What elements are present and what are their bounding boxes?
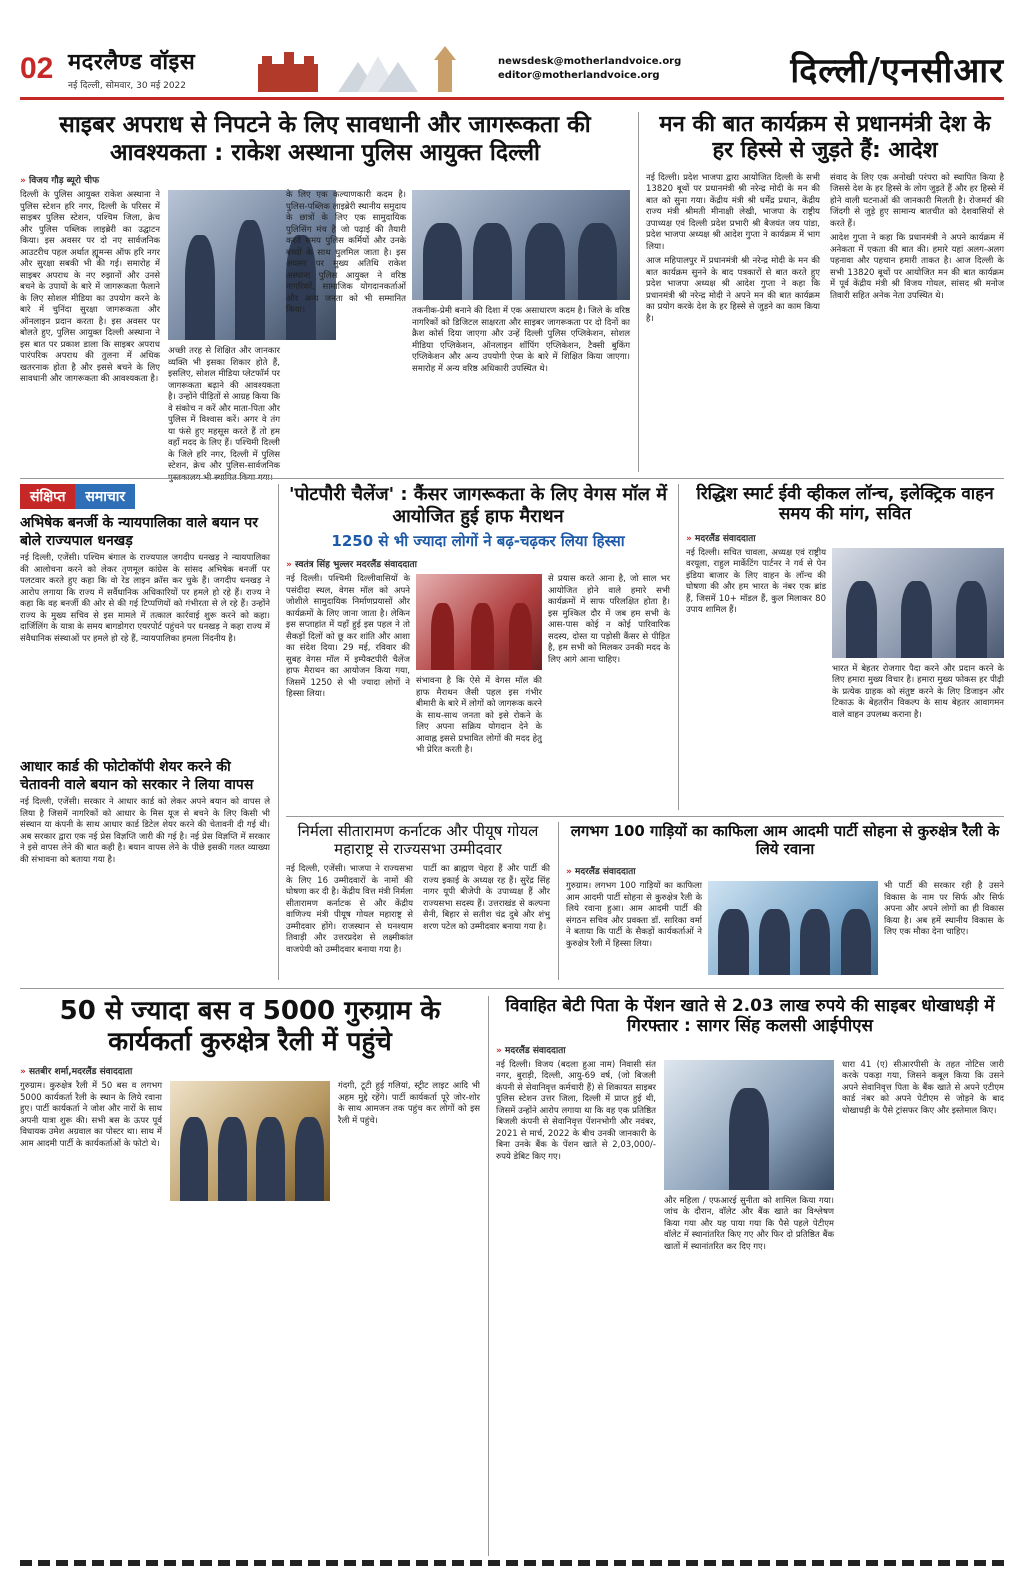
story-pension-fraud [496, 996, 1004, 1556]
story-subheadline: 1250 से भी ज्यादा लोगों ने बढ़-चढ़कर लिया हिस्सा [331, 532, 625, 551]
row-divider [286, 816, 1004, 817]
story-paragraph: नई दिल्ली। प्रदेश भाजपा द्वारा आयोजित दिल्ली के सभी 13820 बूथों पर प्रधानमंत्री श्री नरेन्द्र मोदी के मन की बात को सुना गया। केंद्रीय मंत्री श्री धर्मेंद्र प्रधान, केंद्रीय राज्य मंत्री श्रीमती मीनाक्षी लेखी, भाजपा के राष्ट्रीय उपाध्यक्ष एवं दिल्ली प्रदेश प्रभारी श्री बैजयंत जय पांडा, प्रदेश भाजपा अध्यक्ष श्री आदेश गुप्ता ने कार्यक्रम में भाग लिया। [646, 172, 820, 252]
story-text-col1 [646, 173, 820, 463]
news-email: newsdesk@motherlandvoice.org [498, 55, 682, 67]
section-title: दिल्ली/एनसीआर [790, 50, 1004, 91]
rally-photo [708, 881, 878, 975]
column-divider [678, 484, 679, 810]
story-kurukshetra-rally [20, 996, 480, 1556]
story-headline: लगभग 100 गाड़ियों का काफिला आम आदमी पार्टी सोहना से कुरुक्षेत्र रैली के लिये रवाना [570, 822, 1000, 858]
paper-name: मदरलैण्ड वॉइस [68, 50, 196, 75]
story-byline: » मदरलैंड संवाददाता [496, 1043, 1004, 1056]
story-rajya-sabha [286, 822, 550, 980]
story-text-col1: दिल्ली के पुलिस आयुक्त राकेश अस्थाना ने पुलिस स्टेशन हरि नगर, दिल्ली के परिसर में साइबर पुलिस स्टेशन, पश्चिम जिला, क्रेच और पुलिस पब्लिक लाइब्रेरी का उद्घाटन किया। इस अवसर पर दो नए सार्वजनिक आउटरीच पहल अर्थात ह्यूमन्स ऑफ हरि नगर और सुरक्षा सबकी भी की गई। समारोह में साइबर अपराध के नए रुझानों और उनसे बचने के उपायों के बारे में जागरूकता फैलाने के लिए सोशल मीडिया का उपयोग करने के बारे में चुनिंदा सुरक्षा जागरूकता और ऑनलाइन प्रदान करता है। इस अवसर पर बोलते हुए, पुलिस आयुक्त दिल्ली अस्थाना ने इस बात पर प्रकाश डाला कि साइबर अपराध पारंपरिक अपराध की तुलना में अधिक खतरनाक होता है और इससे बचने के लिए सावधानी और जागरूकता की आवश्यकता है। [20, 190, 160, 385]
rally-crowd-photo [170, 1081, 330, 1201]
story-headline: निर्मला सीतारामण कर्नाटक और पीयूष गोयल महाराष्ट्र से राज्यसभा उम्मीदवार [297, 822, 539, 858]
story-byline: » मदरलैंड संवाददाता [686, 531, 1004, 544]
story-text-col3: के लिए एक कल्याणकारी कदम है। पुलिस-पब्लिक लाइब्रेरी स्थानीय समुदाय के छात्रों के लिए एक सामुदायिक पुलिसिंग मंच है जो पढ़ाई की तैयारी करते समय पुलिस कर्मियों और उनके बच्चों के साथ घुलमिल जाता है। इस अवसर पर मुख्य अतिथि राकेश अस्थाना पुलिस आयुक्त ने वरिष्ठ नागरिकों, सामाजिक योगदानकर्ताओं और अन्य जनता को भी सम्मानित किया। [286, 190, 406, 316]
story-text-col2 [830, 173, 1004, 463]
ips-officer-photo [664, 1060, 834, 1190]
story-text-col1: नई दिल्ली, एजेंसी। भाजपा ने राज्यसभा के लिए 16 उम्मीदवारों के नामों की घोषणा कर दी है। केंद्रीय वित्त मंत्री निर्मला सीतारामण कर्नाटक से और केंद्रीय वाणिज्य मंत्री पीयूष गोयल महाराष्ट्र से उम्मीदवार होंगे। राजस्थान से घनश्याम तिवाड़ी और उत्तरप्रदेश से लक्ष्मीकांत वाजपेयी को उम्मीदवार बनाया गया है। [286, 864, 413, 955]
story-headline: 50 से ज्यादा बस व 5000 गुरुग्राम के कार्यकर्ता कुरुक्षेत्र रैली में पहुंचे [59, 996, 441, 1058]
story-cyber-crime [20, 112, 630, 472]
story-text-col3: धारा 41 (ए) सीआरपीसी के तहत नोटिस जारी करके पकड़ा गया, जिसने कबूल किया कि उसने अपने सेवानिवृत्त पिता के बैंक खाते से अपने एटीएम कार्ड नंबर को अपने पेटीएम से जोड़ने के बाद धोखाधड़ी के पैसे ट्रांसफर किए और इस्तेमाल किए। [842, 1059, 1004, 1116]
story-byline: » स्वतंत्र सिंह भुल्लर मदरलैंड संवाददाता [286, 557, 670, 570]
column-divider [488, 996, 489, 1556]
story-half-marathon [286, 484, 670, 810]
brief-headline: आधार कार्ड की फोटोकॉपी शेयर करने की चेतावनी वाले बयान को सरकार ने लिया वापस [20, 759, 254, 793]
dateline: नई दिल्ली, सोमवार, 30 मई 2022 [68, 81, 187, 91]
police-officers-photo [412, 190, 630, 300]
story-paragraph: आज महिपालपुर में प्रधानमंत्री श्री नरेन्द्र मोदी के मन की बात कार्यक्रम सुनने के बाद पत्रकारों से बात करते हुए प्रदेश भाजपा अध्यक्ष श्री आदेश गुप्ता ने कहा कि प्रधानमंत्री श्री नरेन्द्र मोदी ने अपने मन की बात कार्यक्रम का प्रयोग करके देश के हर हिस्से से जुड़ने का काम किया है। [646, 256, 820, 324]
story-text-col3: से प्रयास करते आना है, जो साल भर आयोजित होने वाले हमारे सभी कार्यक्रमों में साफ परिलक्षित होता है। इस मुश्किल दौर में जब हम सभी के आस-पास कोई न कोई पारिवारिक सदस्य, दोस्त या पड़ोसी कैंसर से पीड़ित है, हम सभी को मिलकर उनकी मदद के लिए आगे आना चाहिए। [548, 574, 670, 665]
monuments-illustration [248, 42, 478, 96]
story-headline: मन की बात कार्यक्रम से प्रधानमंत्री देश के हर हिस्से से जुड़ते हैं: आदेश [659, 112, 991, 164]
briefs-tag [20, 484, 135, 509]
masthead [20, 40, 1004, 100]
column-divider [558, 822, 559, 980]
story-text-col2: पार्टी का ब्राह्मण चेहरा हैं और पार्टी की राज्य इकाई के अध्यक्ष रह हैं। सुरेंद्र सिंह नागर यूपी बीजेपी के उपाध्यक्ष हैं और राज्यसभा सदस्य हैं। उत्तराखंड से कल्पना सैनी, बिहार से सतीश चंद्र दुबे और शंभु शरण पटेल को उम्मीदवार बनाया गया है। [423, 864, 550, 932]
page-number: 02 [20, 51, 54, 85]
story-text-col2: और महिला / एफआरई सुनीता को शामिल किया गया। जांच के दौरान, वॉलेट और बैंक खाते का विश्लेषण किया गया और यह पाया गया कि पैसे पहले पेटीएम वॉलेट में स्थानांतरित किए गए और फिर दो प्रतिष्ठित बैंक खातों में स्थानांतरित कर दिए गए। [664, 1195, 834, 1252]
story-text-col1: गुरुग्राम। लगभग 100 गाड़ियों का काफिला आम आदमी पार्टी सोहना से कुरुक्षेत्र रैली के लिये रवाना हुआ। आम आदमी पार्टी की संगठन सचिव और प्रवक्ता डॉ. सारिका वर्मा ने बताया कि पार्टी के सैकड़ों कार्यकर्ताओं ने कुरुक्षेत्र रैली में हिस्सा लिया। [566, 881, 702, 949]
story-text-col3: भी पार्टी की सरकार रही है उसने विकास के नाम पर सिर्फ और सिर्फ अपना और अपने लोगों का ही विकास किया है। अब हमें स्थानीय विकास के लिए एक मौका देना चाहिए। [884, 881, 1004, 937]
story-headline: रिद्धिश स्मार्ट ईवी व्हीकल लॉन्च, इलेक्ट्रिक वाहन समय की मांग, सवित [696, 484, 994, 525]
contact-emails [498, 55, 698, 83]
briefs-tag-right: समाचार [75, 484, 135, 509]
brief-text: नई दिल्ली, एजेंसी। पश्चिम बंगाल के राज्यपाल जगदीप धनखड़ ने न्यायपालिका की आलोचना करने को लेकर तृणमूल कांग्रेस के सांसद अभिषेक बनर्जी पर पलटवार करते हुए कहा कि वो रेड लाइन क्रॉस कर चुके हैं। जगदीप धनखड़ ने आरोप लगाया कि राज्य में सर्वैधानिक अधिकारियों पर हमले हो रहे हैं। राज्य ने कहा कि वह बनर्जी की ओर से की गई टिप्पणियों को गंभीरता से ले रहे हैं। उन्होंने राज्य के मुख्य सचिव से इस मामले में तत्काल कार्रवाई शुरू करने को कहा। दार्जिलिंग के यात्रा के समय बागडोगरा एयरपोर्ट पहुंचने पर धनखड़ ने कहा राज्य में संवैधानिक संस्थाओं पर हमले हो रहे हैं, न्यायपालिका हमला निंदनीय है। [20, 553, 270, 644]
editor-email: editor@motherlandvoice.org [498, 69, 660, 81]
row-divider [20, 478, 1004, 479]
story-text-col1: नई दिल्ली। सचित चावला, अध्यक्ष एवं राष्ट्रीय वरयूला, राहुल मार्केटिंग पार्टनर ने गर्व से पेन इंडिया बाजार के लिए वाहन के लॉन्च की घोषणा की और हम भारत के नंबर एक ब्रांड हैं, जिसमें 10+ मॉडल हैं, कुल मिलाकर 80 उपाय शामिल हैं। [686, 547, 826, 616]
story-headline: 'पोटपौरी चैलेंज' : कैंसर जागरूकता के लिए वेगस मॉल में आयोजित हुई हाफ मैराथन [288, 484, 668, 527]
story-paragraph: संवाद के लिए एक अनोखी परंपरा को स्थापित किया है जिससे देश के हर हिस्से के लोग जुड़ते हैं और हर हिस्से में होने वाली घटनाओं की जानकारी मिलती है। रोजमर्रा की जिंदगी से जुड़े हुए सामान्य बातचीत को देशवासियों से करते हैं। [830, 172, 1004, 229]
story-text-col2: भारत में बेहतर रोजगार पैदा करने और प्रदान करने के लिए हमारा मुख्य विचार है। हमारा मुख्य फोकस हर पीढ़ी के प्रत्येक ग्राहक को संतुष्ट करने के लिए डिजाइन और टिकाऊ के बेहतरीन विकल्प के साथ बेहतर आवागमन वाले वाहन उपलब्ध कराना है। [832, 663, 1004, 720]
story-mann-ki-baat [646, 112, 1004, 472]
row-divider [20, 988, 1004, 989]
column-divider [638, 112, 639, 472]
brand [68, 46, 248, 91]
story-headline: विवाहित बेटी पिता के पेंशन खाते से 2.03 लाख रुपये की साइबर धोखाधड़ी में गिरफ्तार : सागर सिंह कलसी आईपीएस [505, 996, 995, 1037]
story-headline: साइबर अपराध से निपटने के लिए सावधानी और जागरूकता की आवश्यकता : राकेश अस्थाना पुलिस आयुक्त दिल्ली [59, 112, 591, 166]
story-byline: » सतबीर शर्मा,मदरलैंड संवाददाता [20, 1064, 480, 1077]
story-text-col3: गंदगी, टूटी हुई गलियां, स्ट्रीट लाइट आदि भी अहम मुद्दे रहेंगे। पार्टी कार्यकर्ता पूरे जोर-शोर के साथ आमजन तक पहुंच कर लोगों को इस रैली में पहुंचे। [338, 1081, 480, 1126]
column-divider [278, 484, 279, 980]
story-text-col2: संभावना है कि ऐसे में वेगस मॉल की हाफ मैराथन जैसी पहल इस गंभीर बीमारी के बारे में लोगों को जागरूक करने के साथ-साथ जनता को इसे रोकने के लिए अपना सक्रिय योगदान देने के आवाह्न इससे प्रभावित लोगों की मदद हेतु भी प्रेरित करती है। [416, 676, 542, 756]
brief-text: नई दिल्ली, एजेंसी। सरकार ने आधार कार्ड को लेकर अपने बयान को वापस ले लिया है जिसमें नागरिकों को आधार के मिस यूज से बचने के लिए किसी भी संस्थान या कंपनी के साथ आधार कार्ड डिटेल शेयर करने की चेतावनी दी गई थी। अब सरकार द्वारा एक नई प्रेस विज्ञप्ति जारी की गई है। नई प्रेस विज्ञप्ति में सरकार ने इसे वापस लेने की बात कही है। बयान वापस लेने के पीछे इसकी गलत व्याख्या की संभावना को बताया गया है। [20, 797, 270, 865]
story-paragraph: आदेश गुप्ता ने कहा कि प्रधानमंत्री ने अपने कार्यक्रम में अनेकता में एकता की बात की। हमारे यहां अलग-अलग पहनावा और पहचान हमारी ताकत है। आज दिल्ली के सभी 13820 बूथों पर आयोजित मन की बात कार्यक्रम में पूर्व केंद्रीय मंत्री श्री विजय गोयल, सांसद श्री मनोज तिवारी सहित अनेक नेता उपस्थित थे। [830, 233, 1004, 301]
news-briefs [20, 484, 270, 980]
story-byline: » विजय गौड़ ब्यूरो चीफ [20, 173, 630, 186]
ev-launch-photo [832, 548, 1004, 658]
briefs-tag-left: संक्षिप्त [20, 484, 75, 509]
marathon-runners-photo [416, 574, 542, 670]
story-text-col1: नई दिल्ली। विजय (बदला हुआ नाम) निवासी संत नगर, बुराड़ी, दिल्ली, आयु-69 वर्ष, (जो बिजली कंपनी से सेवानिवृत्त कर्मचारी हैं) से शिकायत साइबर पुलिस स्टेशन उत्तर जिला, दिल्ली में प्राप्त हुई थी, जिसमें उन्होंने आरोप लगाया था कि वह एक प्रतिष्ठित बिजली कंपनी से सेवानिवृत्त पेंशनभोगी और नवंबर, 2021 से मार्च, 2022 के बीच उनकी जानकारी के बिना उनके बैंक के पेंशन खाते से 2,03,000/- रुपये डेबिट किए गए। [496, 1059, 656, 1162]
story-byline: » मदरलैंड संवाददाता [566, 864, 1004, 877]
footer-strip [20, 1560, 1004, 1566]
story-text-col2: अच्छी तरह से शिक्षित और जानकार व्यक्ति भी इसका शिकार होते हैं, इसलिए, सोशल मीडिया प्लेटफॉर्म पर जागरूकता बढ़ाने की आवश्यकता है। उन्होंने पीड़ितों से आग्रह किया कि वे संकोच न करें और माता-पिता और पुलिस में विश्वास करें। अगर वे तंग या फंसे हुए महसूस करते हैं तो हम वहाँ मदद के लिए हैं। पश्चिमी दिल्ली के जिले हरि नगर, दिल्ली में पुलिस स्टेशन, क्रेच और पुलिस-सार्वजनिक [168, 346, 280, 472]
story-text-col1: गुरुग्राम। कुरुक्षेत्र रैली में 50 बस व लगभग 5000 कार्यकर्ता रैली के स्थान के लिये रवाना हुए। पार्टी कार्यकर्ता ने जोश और नारों के साथ अपनी यात्रा शुरू की। सभी बस के ऊपर पूर्व विधायक उमेश अग्रवाल का पोस्टर था। साथ में आम आदमी पार्टी के कार्यकर्ताओं के फोटो थे। [20, 1081, 162, 1149]
story-aap-convoy [566, 822, 1004, 980]
story-text-col4: तकनीक-प्रेमी बनाने की दिशा में एक असाधारण कदम है। जिले के वरिष्ठ नागरिकों को डिजिटल साक्षरता और साइबर जागरूकता पर दो दिनों का क्रैश कोर्स दिया जाएगा और उन्हें दिल्ली पुलिस एप्लिकेशन, सोशल मीडिया एप्लिकेशन, ऑनलाइन शॉपिंग एप्लिकेशन, टैक्सी बुकिंग एप्लिकेशन और अन्य उपयोगी ऐप्स के बारे में शिक्षित किया जाएगा। समारोह में अन्य वरिष्ठ अधिकारी उपस्थित थे। [412, 306, 630, 374]
brief-headline: अभिषेक बनर्जी के न्यायपालिका वाले बयान पर बोले राज्यपाल धनखड़ [20, 515, 258, 549]
story-text-col1: नई दिल्ली। पश्चिमी दिल्लीवासियों के पसंदीदा स्थल, वेगस मॉल को अपने जोशीले सामुदायिक निर्माणप्रयासों और कार्यक्रमों के लिए जाना जाता है। लेकिन इस सप्ताहांत में यहाँ हुई इस पहल ने तो सैकड़ों दिलों को छू कर शांति और आशा का संदेश दिया। 29 मई, रविवार की सुबह वेगस मॉल में इम्पैक्टपीरी चैलेंज हाफ मैराथन का आयोजन किया गया, जिसमें 1250 से भी ज्यादा लोगों ने हिस्सा लिया। [286, 574, 410, 700]
story-ev-launch [686, 484, 1004, 810]
